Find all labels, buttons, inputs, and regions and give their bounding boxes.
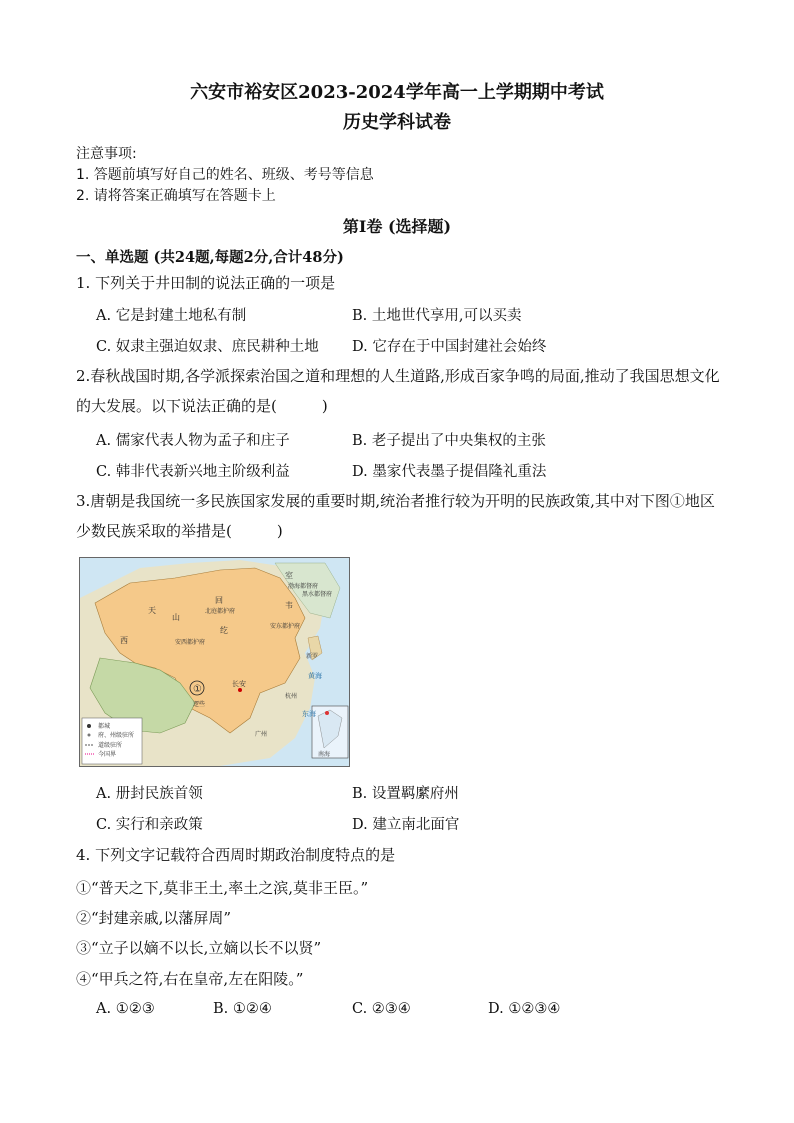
map-label-he: 纥 <box>220 626 228 635</box>
question-1-option-c: C. 奴隶主强迫奴隶、庶民耕种土地 <box>96 339 319 355</box>
map-label-xinluo: 新罗 <box>306 653 319 660</box>
question-4-option-a: A. ①②③ <box>96 1001 155 1017</box>
question-4-quote-1: ①“普天之下,莫非王土,率土之滨,莫非王臣。” <box>76 879 369 897</box>
question-3-option-b: B. 设置羁縻府州 <box>352 786 459 802</box>
question-4-stem: 4. 下列文字记载符合西周时期政治制度特点的是 <box>76 846 396 864</box>
question-3-option-a: A. 册封民族首领 <box>96 786 203 802</box>
question-3-stem: 3.唐朝是我国统一多民族国家发展的重要时期,统治者推行较为开明的民族政策,其中对下图①地区少数民族采取的举措是( ) <box>76 492 715 540</box>
map-label-guangzhou: 广州 <box>255 731 268 738</box>
question-3-option-d: D. 建立南北面官 <box>352 817 460 833</box>
map-label-anxi: 安西都护府 <box>175 639 206 646</box>
legend-circuit: 道级驻所 <box>98 742 123 749</box>
question-1-option-a: A. 它是封建土地私有制 <box>96 308 247 324</box>
map-label-hui: 回 <box>215 596 223 605</box>
question-2-option-b: B. 老子提出了中央集权的主张 <box>352 433 546 449</box>
map-label-huanghai: 黄海 <box>308 672 322 680</box>
legend-prefecture: 府、州级驻所 <box>98 732 135 739</box>
question-4-option-c: C. ②③④ <box>352 1001 411 1017</box>
notes-item-1: 1. 答题前填写好自己的姓名、班级、考号等信息 <box>76 167 374 183</box>
exam-title: 六安市裕安区2023-2024学年高一上学期期中考试 <box>190 82 604 103</box>
map-label-tian: 天 <box>148 606 156 615</box>
notes-item-2: 2. 请将答案正确填写在答题卡上 <box>76 188 276 204</box>
question-4-option-b: B. ①②④ <box>213 1001 272 1017</box>
map-label-andong: 安东都护府 <box>270 623 301 630</box>
question-2-option-d: D. 墨家代表墨子提倡隆礼重法 <box>352 464 547 480</box>
question-4-quote-3: ③“立子以嫡不以长,立嫡以长不以贤” <box>76 939 322 957</box>
question-1-option-b: B. 土地世代享用,可以买卖 <box>352 308 522 324</box>
section-title: 第Ⅰ卷 (选择题) <box>342 217 452 236</box>
question-1-option-d: D. 它存在于中国封建社会始终 <box>352 339 547 355</box>
map-label-hangzhou: 杭州 <box>285 693 298 700</box>
map-label-bohai: 渤海都督府 <box>288 583 319 590</box>
map-label-heishui: 黑水都督府 <box>302 591 333 598</box>
map-label-shiwei: 室 <box>285 571 293 580</box>
map-label-nanhai: 南海 <box>318 751 331 758</box>
notes-heading: 注意事项: <box>76 146 137 162</box>
question-3-option-c: C. 实行和亲政策 <box>96 817 203 833</box>
question-2-option-a: A. 儒家代表人物为孟子和庄子 <box>96 433 290 449</box>
legend-border: 今国界 <box>98 751 117 758</box>
notes-block <box>76 144 374 207</box>
question-4-quote-2: ②“封建亲戚,以藩屏周” <box>76 909 232 927</box>
section-subtitle: 一、单选题 (共24题,每题2分,合计48分) <box>76 249 344 266</box>
map-label-changan: 长安 <box>232 680 246 688</box>
legend-capital: 都城 <box>98 723 111 730</box>
question-4-quote-4: ④“甲兵之符,右在皇帝,左在阳陵。” <box>76 970 304 988</box>
map-label-region-1: ① <box>193 684 202 695</box>
question-2-option-c: C. 韩非代表新兴地主阶级利益 <box>96 464 290 480</box>
map-label-xi: 西 <box>120 636 128 645</box>
map-label-shan: 山 <box>172 613 180 622</box>
exam-subtitle: 历史学科试卷 <box>343 112 451 133</box>
map-label-donghai: 东海 <box>302 710 316 718</box>
question-1-stem: 1. 下列关于井田制的说法正确的一项是 <box>76 274 336 292</box>
map-label-luoxie: 逻些 <box>193 701 206 708</box>
question-4-option-d: D. ①②③④ <box>488 1001 561 1017</box>
map-label-wei: 韦 <box>285 601 293 610</box>
question-2-stem: 2.春秋战国时期,各学派探索治国之道和理想的人生道路,形成百家争鸣的局面,推动了我国思想文化的大发展。以下说法正确的是( ) <box>76 367 720 415</box>
map-svg <box>80 558 349 766</box>
map-label-beiting: 北庭都护府 <box>205 608 236 615</box>
tang-dynasty-map <box>79 557 350 767</box>
